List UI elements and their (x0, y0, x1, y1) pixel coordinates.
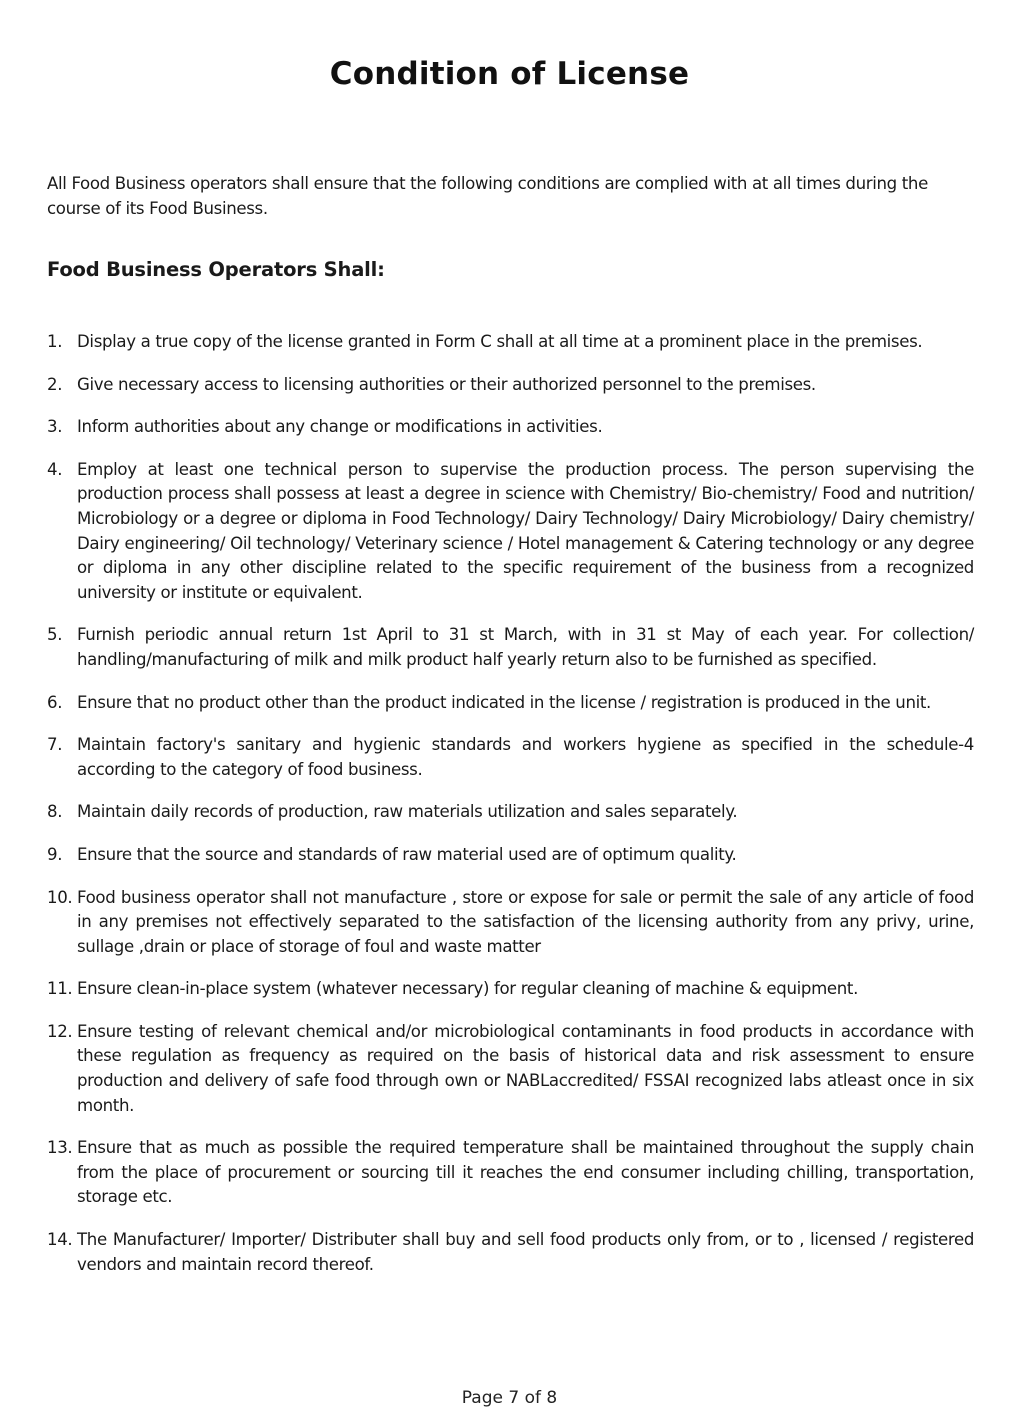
condition-item (47, 1136, 974, 1210)
condition-item (47, 373, 974, 398)
condition-number: 7. (47, 735, 63, 755)
condition-item (47, 843, 974, 868)
condition-number: 14. (47, 1230, 73, 1250)
condition-text: Furnish periodic annual return 1st April to 31 st March, with in 31 st May of each year. For collection/ handling/manufacturing of milk and milk product half yearly return also to be furnished as specified. (77, 625, 974, 669)
condition-number: 6. (47, 692, 63, 712)
condition-text: Display a true copy of the license granted in Form C shall at all time at a prominent place in the premises. (77, 332, 923, 351)
condition-text: Ensure clean-in-place system (whatever necessary) for regular cleaning of machine & equipment. (77, 979, 858, 999)
condition-number: 1. (47, 332, 63, 351)
condition-number: 10. (47, 887, 73, 907)
condition-number: 13. (47, 1138, 73, 1158)
condition-text: Ensure testing of relevant chemical and/or microbiological contaminants in food products in accordance with these regulation as frequency as required on the basis of historical data and risk assessment to ensure production and delivery of safe food through own or NABLaccredited/ FSSAI recognized labs atleast once in six month. (77, 1021, 974, 1115)
condition-text: Ensure that the source and standards of raw material used are of optimum quality. (77, 844, 737, 864)
condition-number: 9. (47, 844, 63, 864)
condition-item (47, 1228, 974, 1277)
condition-text: Inform authorities about any change or modifications in activities. (77, 417, 603, 437)
condition-text: Ensure that no product other than the product indicated in the license / registration is produced in the unit. (77, 692, 931, 712)
condition-item (47, 1020, 974, 1118)
condition-item (47, 623, 974, 672)
condition-text: Employ at least one technical person to supervise the production process. The person supervising the production process shall possess at least a degree in science with Chemistry/ Bio-chemistry/ Food and nutrition/ Microbiology or a degree or diploma in Food Technology/ Dairy Technology/ Dairy Microbiology/ Dairy chemistry/ Dairy engineering/ Oil technology/ Veterinary science / Hotel management & Catering technology or any degree or diploma in any other discipline related to the specific requirement of the business from a recognized university or institute or equivalent. (77, 459, 974, 602)
condition-item (47, 733, 974, 782)
condition-item (47, 330, 974, 355)
condition-item (47, 691, 974, 716)
page-title: Condition of License (329, 56, 690, 92)
condition-item (47, 458, 974, 606)
section-heading: Food Business Operators Shall: (47, 258, 385, 281)
condition-item (47, 800, 974, 825)
condition-item (47, 886, 974, 960)
condition-number: 8. (47, 802, 63, 822)
condition-number: 4. (47, 459, 63, 479)
condition-number: 2. (47, 374, 63, 394)
condition-text: The Manufacturer/ Importer/ Distributer shall buy and sell food products only from, or to , licensed / registered vendors and maintain record thereof. (77, 1230, 974, 1274)
conditions-list (47, 330, 974, 1295)
condition-number: 3. (47, 417, 63, 437)
condition-text: Maintain daily records of production, raw materials utilization and sales separately. (77, 802, 738, 822)
condition-number: 12. (47, 1021, 73, 1041)
condition-text: Give necessary access to licensing authorities or their authorized personnel to the premises. (77, 374, 816, 394)
page-number-footer: Page 7 of 8 (461, 1388, 558, 1408)
condition-text: Ensure that as much as possible the required temperature shall be maintained throughout the supply chain from the place of procurement or sourcing till it reaches the end consumer including chilling, transportation, storage etc. (77, 1138, 974, 1207)
condition-text: Food business operator shall not manufacture , store or expose for sale or permit the sale of any article of food in any premises not effectively separated to the satisfaction of the licensing authority from any privy, urine, sullage ,drain or place of storage of foul and waste matter (77, 887, 974, 956)
condition-number: 5. (47, 625, 63, 645)
intro-paragraph: All Food Business operators shall ensure that the following conditions are complied with at all times during the course of its Food Business. (47, 174, 928, 218)
condition-text: Maintain factory's sanitary and hygienic standards and workers hygiene as specified in the schedule-4 according to the category of food business. (77, 735, 974, 779)
condition-item (47, 977, 974, 1002)
condition-item (47, 415, 974, 440)
condition-number: 11. (47, 979, 73, 999)
